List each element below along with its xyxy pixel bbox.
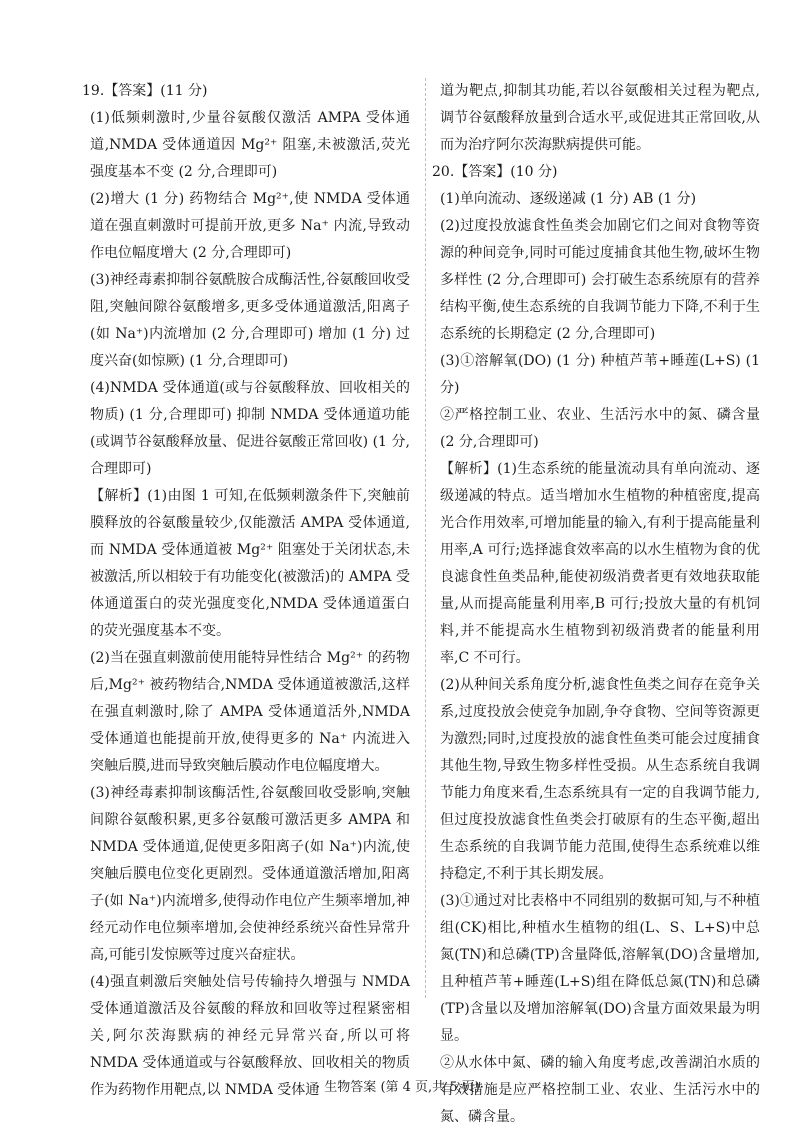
left-paragraph: (2)当在强直刺激前使用能特异性结合 Mg²⁺ 的药物后,Mg²⁺ 被药物结合,NMDA 受体通道被激活,这样在强直刺激时,除了 AMPA 受体通道活外,NMDA 受体通道也能提前开放,使得更多的 Na⁺ 内流进入突触后膜,进而导致突触后膜动作电位幅度增大。 <box>90 650 415 774</box>
right-paragraph: (2)过度投放滤食性鱼类会加剧它们之间对食物等资源的种间竞争,同时可能过度捕食其他生物,破坏生物多样性 (2 分,合理即可) 会打破生态系统原有的营养结构平衡,使生态系统的自我调节能力下降,不利于生态系统的长期稳定 (2 分,合理即可) <box>440 218 760 342</box>
left-paragraph: (3)神经毒素抑制该酶活性,谷氨酸回收受影响,突触间隙谷氨酸积累,更多谷氨酸可激活更多 AMPA 和 NMDA 受体通道,促使更多阳离子(如 Na⁺)内流,使突触后膜电位变化更剧烈。受体通道激活增加,阳离子(如 Na⁺)内流增多,使得动作电位产生频率增加,神经元动作电位频率增加,会使神经系统兴奋性异常升高,可能引发惊厥等过度兴奋症状。 <box>90 785 415 963</box>
left-paragraph: (4)NMDA 受体通道(或与谷氨酸释放、回收相关的物质) (1 分,合理即可) 抑制 NMDA 受体通道功能(或调节谷氨酸释放量、促进谷氨酸正常回收) (1 分,合理即可) <box>90 380 410 477</box>
left-column <box>82 78 415 1104</box>
left-paragraph: 【解析】(1)由图 1 可知,在低频刺激条件下,突触前膜释放的谷氨酸量较少,仅能激活 AMPA 受体通道,而 NMDA 受体通道被 Mg²⁺ 阻塞处于关闭状态,未被激活,所以相较于有功能变化(被激活)的 AMPA 受体通道蛋白的荧光强度变化,NMDA 受体通道蛋白的荧光强度基本不变。 <box>90 488 410 639</box>
right-paragraph: 20.【答案】(10 分) <box>432 164 558 180</box>
page-footer: · 生物答案 (第 4 页,共 5 页)· <box>316 1080 484 1095</box>
right-paragraph: (3)①通过对比表格中不同组别的数据可知,与不种植组(CK)相比,种植水生植物的组(L、S、L+S)中总氮(TN)和总磷(TP)含量降低,溶解氧(DO)含量增加,且种植芦苇+睡莲(L+S)组在降低总氮(TN)和总磷(TP)含量以及增加溶解氧(DO)含量方面效果最为明显。 <box>440 893 760 1044</box>
right-paragraph: (2)从种间关系角度分析,滤食性鱼类之间存在竞争关系,过度投放会使竞争加剧,争夺食物、空间等资源更为激烈;同时,过度投放的滤食性鱼类可能会过度捕食其他生物,导致生物多样性受损。从生态系统自我调节能力角度来看,生态系统具有一定的自我调节能力,但过度投放滤食性鱼类会打破原有的生态平衡,超出生态系统的自我调节能力范围,使得生态系统难以维持稳定,不利于其长期发展。 <box>440 677 760 882</box>
right-paragraph: 【解析】(1)生态系统的能量流动具有单向流动、逐级递减的特点。适当增加水生植物的种植密度,提高光合作用效率,可增加能量的输入,有利于提高能量利用率,A 可行;选择滤食效率高的以水生植物为食的优良滤食性鱼类品种,能使初级消费者更有效地获取能量,从而提高能量利用率,B 可行;投放大量的有机饲料,并不能提高水生植物到初级消费者的能量利用率,C 不可行。 <box>440 461 760 666</box>
left-paragraph: 19.【答案】(11 分) <box>82 83 208 99</box>
right-paragraph: 道为靶点,抑制其功能,若以谷氨酸相关过程为靶点,调节谷氨酸释放量到合适水平,或促进其正常回收,从而为治疗阿尔茨海默病提供可能。 <box>440 83 760 153</box>
right-paragraph: ②从水体中氮、磷的输入角度考虑,改善湖泊水质的有效措施是应严格控制工业、农业、生活污水中的氮、磷含量。 <box>440 1055 760 1125</box>
column-divider <box>425 78 426 998</box>
right-paragraph: (1)单向流动、逐级递减 (1 分) AB (1 分) <box>440 191 697 207</box>
right-paragraph: ②严格控制工业、农业、生活污水中的氮、磷含量 (2 分,合理即可) <box>440 407 765 450</box>
right-column <box>432 78 765 1131</box>
right-paragraph: (3)①溶解氧(DO) (1 分) 种植芦苇+睡莲(L+S) (1 分) <box>440 353 765 396</box>
left-paragraph: (3)神经毒素抑制谷氨酰胺合成酶活性,谷氨酸回收受阻,突触间隙谷氨酸增多,更多受体通道激活,阳离子(如 Na⁺)内流增加 (2 分,合理即可) 增加 (1 分) 过度兴奋(如惊厥) (1 分,合理即可) <box>90 272 410 369</box>
left-paragraph: (1)低频刺激时,少量谷氨酸仅激活 AMPA 受体通道,NMDA 受体通道因 Mg²⁺ 阻塞,未被激活,荧光强度基本不变 (2 分,合理即可) <box>90 110 410 180</box>
left-paragraph: (2)增大 (1 分) 药物结合 Mg²⁺,使 NMDA 受体通道在强直刺激时可提前开放,更多 Na⁺ 内流,导致动作电位幅度增大 (2 分,合理即可) <box>90 191 410 261</box>
left-paragraph: (4)强直刺激后突触处信号传输持久增强与 NMDA 受体通道激活及谷氨酸的释放和回收等过程紧密相关,阿尔茨海默病的神经元异常兴奋,所以可将 NMDA 受体通道或与谷氨酸释放、回收相关的物质作为药物作用靶点,以 NMDA 受体通 <box>90 974 415 1098</box>
